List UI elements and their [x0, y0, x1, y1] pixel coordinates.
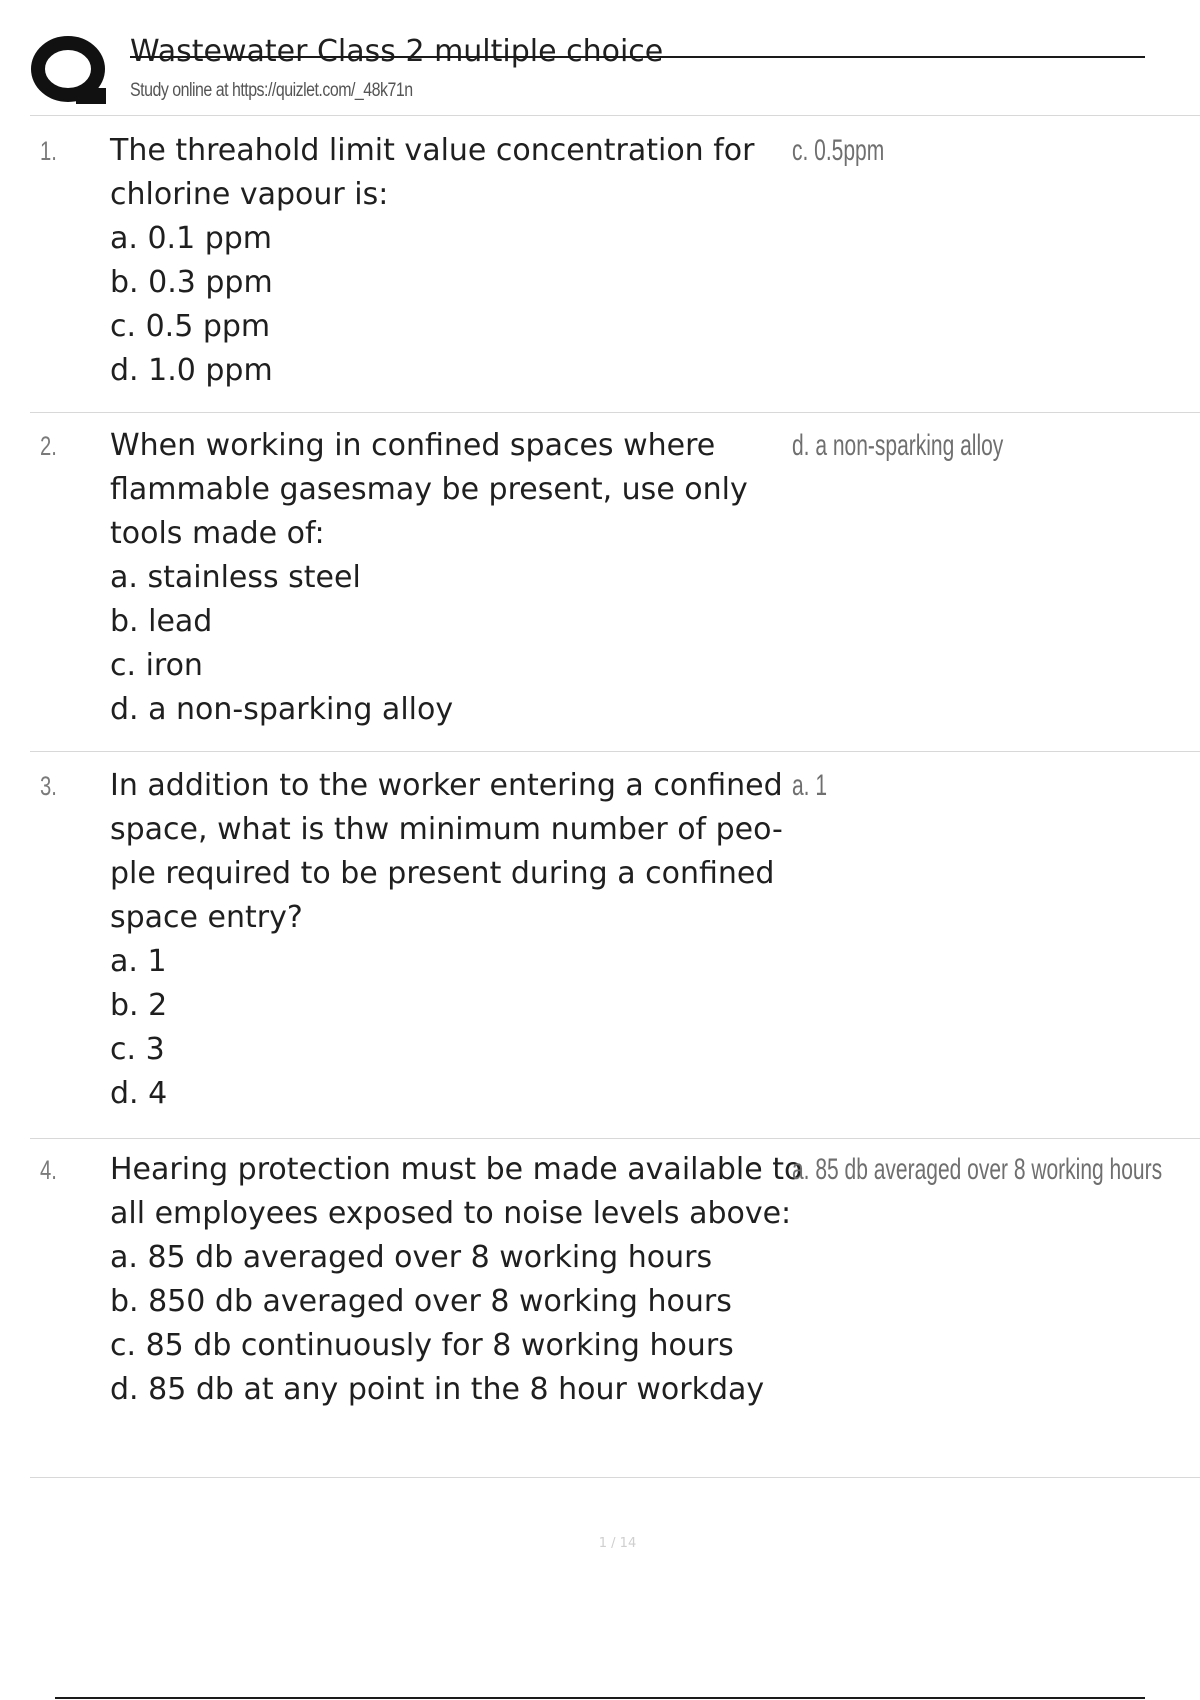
option-c: c. iron [110, 648, 203, 683]
question-divider [30, 1477, 1200, 1478]
question-text: In addition to the worker entering a confined space, what is thw minimum number of peo-ple required to be present during a confined space entry? [110, 768, 783, 935]
question-body [110, 424, 810, 732]
question-1 [30, 129, 1200, 414]
option-d: d. 85 db at any point in the 8 hour workday [110, 1372, 765, 1407]
question-text: Hearing protection must be made available to all employees exposed to noise levels above: [110, 1152, 803, 1231]
option-c: c. 0.5 ppm [110, 309, 271, 344]
option-c: c. 3 [110, 1032, 165, 1067]
answer-text: c. 0.5ppm [792, 134, 885, 167]
page-number: 1 / 14 [598, 1536, 637, 1551]
option-d: d. a non-sparking alloy [110, 692, 454, 727]
question-3 [30, 764, 1200, 1144]
question-number: 1. [40, 136, 57, 166]
document-title: Wastewater Class 2 multiple choice [130, 34, 664, 69]
option-c: c. 85 db continuously for 8 working hours [110, 1328, 734, 1363]
title-strike-rule [130, 56, 1145, 58]
question-text: When working in confined spaces where flammable gasesmay be present, use only tools made of: [110, 428, 748, 551]
option-a: a. 1 [110, 944, 167, 979]
study-online-link[interactable]: Study online at https://quizlet.com/_48k71n [130, 80, 413, 101]
quizlet-q-logo-icon [30, 32, 110, 112]
question-body [110, 129, 810, 393]
option-d: d. 4 [110, 1076, 168, 1111]
option-a: a. 85 db averaged over 8 working hours [110, 1240, 713, 1275]
option-a: a. 0.1 ppm [110, 221, 273, 256]
option-b: b. 2 [110, 988, 168, 1023]
question-text: The threahold limit value concentration for chlorine vapour is: [110, 133, 755, 212]
option-b: b. lead [110, 604, 213, 639]
question-number: 3. [40, 771, 57, 801]
answer-text: a. 85 db averaged over 8 working hours [792, 1153, 1163, 1186]
option-b: b. 850 db averaged over 8 working hours [110, 1284, 732, 1319]
question-body [110, 1148, 810, 1412]
option-b: b. 0.3 ppm [110, 265, 273, 300]
answer-text: d. a non-sparking alloy [792, 429, 1004, 462]
question-divider [30, 1138, 1200, 1139]
question-number: 2. [40, 431, 57, 461]
question-divider [30, 751, 1200, 752]
bottom-divider [55, 1697, 1145, 1699]
option-a: a. stainless steel [110, 560, 361, 595]
question-number: 4. [40, 1155, 57, 1185]
answer-text: a. 1 [792, 769, 828, 802]
question-body [110, 764, 810, 1116]
question-2 [30, 424, 1200, 754]
header-divider [30, 115, 1200, 116]
question-4 [30, 1148, 1200, 1488]
option-d: d. 1.0 ppm [110, 353, 273, 388]
question-divider [30, 412, 1200, 413]
